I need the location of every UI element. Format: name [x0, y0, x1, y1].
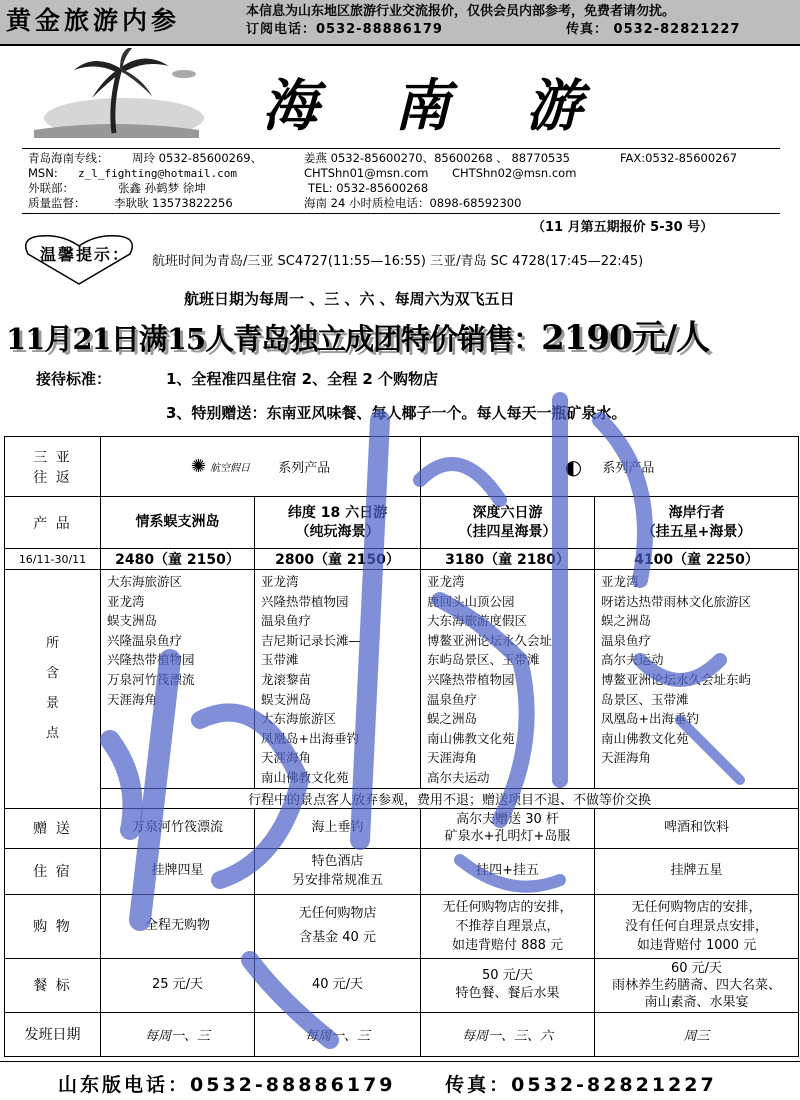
list-item: 如违背赔付 888 元 — [451, 937, 564, 953]
list-item: 特色餐、餐后水果 — [455, 986, 560, 1002]
table-row — [5, 549, 799, 570]
list-item: 吉尼斯记录长滩— — [261, 632, 362, 648]
route-label-1: 三 亚 — [33, 449, 72, 466]
series-label-1: 系列产品 — [278, 461, 331, 476]
gift-label: 赠 送 — [5, 808, 101, 848]
brand-title: 黄金旅游内参 — [6, 6, 181, 35]
list-item: 挂牌四星 — [151, 863, 204, 879]
list-item: 40 元/天 — [311, 977, 364, 993]
spots-note: 行程中的景点客人放弃参观，费用不退；赠送项目不退、不做等价交换 — [101, 788, 799, 808]
tip-label: 温馨提示： — [40, 245, 131, 264]
list-item: 万泉河竹筏漂流 — [107, 671, 195, 687]
footer-phone: 山东版电话：0532-88886179 — [58, 1074, 396, 1096]
gift-cell — [255, 808, 421, 848]
route-label-2: 往 返 — [33, 469, 72, 486]
list-item: 雨林养生药膳斋、四大名菜、 — [612, 977, 782, 993]
qc-name: 李耿耿 13573822256 — [114, 196, 233, 210]
msn-label: MSN: — [28, 166, 58, 180]
list-item: 鹿回头山顶公园 — [427, 593, 515, 609]
list-item: 不推荐自理景点， — [455, 918, 560, 934]
list-item: 天涯海角 — [107, 691, 158, 707]
list-item: 凤凰岛+出海垂钓 — [261, 730, 359, 746]
list-item: 岛景区、玉带滩 — [601, 691, 689, 707]
list-item: 兴隆热带植物园 — [107, 652, 195, 668]
shop-cell — [595, 894, 799, 958]
table-row — [5, 497, 799, 549]
list-item: 凤凰岛+出海垂钓 — [601, 711, 699, 727]
header-fax: 传真： 0532-82821227 — [566, 22, 741, 37]
footer-fax: 传真：0532-82821227 — [445, 1074, 717, 1096]
footer — [58, 1070, 717, 1097]
complaint-phone: 海南 24 小时质检电话：0898-68592300 — [304, 196, 522, 210]
depart-cell: 每周一、三 — [101, 1012, 255, 1056]
list-item: 呀诺达热带雨林文化旅游区 — [601, 593, 752, 609]
list-item: 25 元/天 — [151, 977, 204, 993]
price-1: 2480（童 2150） — [101, 549, 255, 570]
list-item: 啤酒和饮料 — [664, 820, 730, 836]
price-2: 2800（童 2150） — [255, 549, 421, 570]
list-item: 特色酒店 — [311, 854, 364, 870]
list-item: 南山佛教文化苑 — [261, 769, 349, 785]
price-3: 3180（童 2180） — [421, 549, 595, 570]
series-cell-1 — [101, 437, 421, 497]
list-item: 大东海旅游区 — [261, 711, 337, 727]
list-item: 万泉河竹筏漂流 — [131, 820, 223, 836]
meal-cell — [101, 958, 255, 1012]
list-item: 天涯海角 — [601, 750, 652, 766]
list-item: 兴隆热带植物园 — [261, 593, 349, 609]
table-row — [5, 958, 799, 1012]
spots-label-char: 景 — [45, 695, 59, 711]
product-1-title: 情系蜈支洲岛 — [135, 514, 220, 530]
spots-list — [421, 570, 595, 789]
hotel-label: 住 宿 — [5, 848, 101, 894]
product-name-4 — [595, 497, 799, 549]
product-2-subtitle: （纯玩海景） — [295, 523, 380, 540]
header-contact-line — [246, 22, 741, 38]
hotel-cell — [595, 848, 799, 894]
list-item: 大东海旅游度假区 — [427, 613, 528, 629]
list-item: 亚龙湾 — [601, 574, 639, 589]
list-item: 矿泉水+孔明灯+岛服 — [444, 829, 571, 845]
product-2-title: 纬度 18 六日游 — [287, 504, 388, 521]
holiday-logo-icon: ✺ — [190, 456, 206, 477]
list-item: 亚龙湾 — [261, 574, 299, 589]
gift-cell — [595, 808, 799, 848]
gift-cell — [101, 808, 255, 848]
liaison-label: 外联部： — [28, 181, 74, 195]
list-item: 全程无购物 — [144, 918, 210, 934]
list-item: 蜈之洲岛 — [427, 711, 478, 727]
hotline-1: 周玲 0532-85600269、 — [132, 151, 263, 165]
date-range: 16/11-30/11 — [5, 549, 101, 570]
shop-cell — [101, 894, 255, 958]
list-item: 大东海旅游区 — [107, 574, 183, 589]
list-item: 高尔夫运动 — [427, 769, 490, 785]
list-item: 南山佛教文化苑 — [427, 730, 515, 746]
spots-list — [101, 570, 255, 789]
price-4: 4100（童 2250） — [595, 549, 799, 570]
list-item: 博鳌亚洲论坛永久会址 — [427, 632, 553, 648]
standard-line-1: 1、全程准四星住宿 2、全程 2 个购物店 — [166, 370, 438, 388]
spots-label-char: 含 — [45, 665, 59, 681]
standard-line-2: 3、特别赠送：东南亚风味餐、每人椰子一个。每人每天一瓶矿泉水。 — [166, 404, 627, 422]
list-item: 高尔夫赠送 30 杆 — [456, 812, 559, 828]
list-item: 海上垂钓 — [311, 820, 364, 836]
depart-cell: 每周一、三、六 — [421, 1012, 595, 1056]
flight-schedule: 航班日期为每周一 、三 、六 、每周六为双飞五日 — [184, 290, 515, 308]
list-item: 温泉鱼疗 — [427, 691, 478, 707]
meal-cell — [255, 958, 421, 1012]
shop-cell — [255, 894, 421, 958]
route-cell — [5, 437, 101, 497]
hotel-cell — [255, 848, 421, 894]
standard-label: 接待标准： — [36, 370, 112, 388]
msn-3: CHTShn02@msn.com — [452, 166, 577, 180]
table-row — [5, 848, 799, 894]
hotel-cell — [421, 848, 595, 894]
table-row — [5, 1012, 799, 1056]
list-item: 亚龙湾 — [107, 593, 145, 609]
product-name-3 — [421, 497, 595, 549]
spots-list — [255, 570, 421, 789]
table-row — [5, 894, 799, 958]
list-item: 无任何购物店 — [298, 906, 377, 922]
list-item: 蜈支洲岛 — [261, 691, 312, 707]
header-divider — [0, 44, 800, 46]
list-item: 蜈支洲岛 — [107, 613, 158, 629]
depart-cell: 每周一、三 — [255, 1012, 421, 1056]
liaison-names: 张鑫 孙鹤梦 徐坤 — [118, 181, 206, 195]
spots-label-char: 点 — [45, 725, 59, 741]
product-3-title: 深度六日游 — [472, 504, 543, 521]
subscribe-phone: 订阅电话：0532-88886179 — [246, 22, 443, 37]
list-item: 龙滚黎苗 — [261, 671, 312, 687]
product-3-subtitle: （挂四星海景） — [458, 523, 557, 540]
list-item: 蜈之洲岛 — [601, 613, 652, 629]
promo-text: 11月21日满15人青岛独立成团特价销售： — [6, 322, 542, 356]
list-item: 亚龙湾 — [427, 574, 465, 589]
list-item: 60 元/天 — [670, 960, 723, 976]
product-4-title: 海岸行者 — [668, 504, 725, 521]
contact-block — [22, 148, 780, 214]
table-row — [5, 788, 799, 808]
hotline-2: 姜燕 0532-85600270、85600268 、 88770535 — [304, 151, 570, 165]
shop-cell — [421, 894, 595, 958]
product-label: 产 品 — [5, 497, 101, 549]
gift-cell — [421, 808, 595, 848]
list-item: 东屿岛景区、玉带滩 — [427, 652, 540, 668]
fax-main: FAX:0532-85600267 — [620, 151, 738, 165]
series-logo-1: 航空假日 — [210, 463, 251, 474]
list-item: 兴隆温泉鱼疗 — [107, 632, 183, 648]
list-item: 温泉鱼疗 — [261, 613, 312, 629]
shop-label: 购 物 — [5, 894, 101, 958]
list-item: 玉带滩 — [261, 652, 299, 668]
tel: TEL: 0532-85600268 — [308, 181, 429, 195]
list-item: 没有任何自理景点安排， — [625, 918, 769, 934]
hotline-label: 青岛海南专线： — [28, 151, 109, 165]
list-item: 挂四+挂五 — [476, 863, 539, 879]
spots-label — [5, 570, 101, 809]
list-item: 南山素斋、水果宴 — [644, 994, 749, 1010]
list-item: 高尔夫运动 — [601, 652, 664, 668]
series-cell-2 — [421, 437, 799, 497]
list-item: 无任何购物店的安排， — [442, 899, 573, 915]
series-label-2: 系列产品 — [602, 461, 655, 476]
msn-2: CHTShn01@msn.com — [304, 166, 429, 180]
page-title: 海南游 — [262, 73, 658, 139]
meal-cell — [421, 958, 595, 1012]
promo-headline — [6, 310, 709, 359]
header-notice: 本信息为山东地区旅游行业交流报价，仅供会员内部参考，免费者请勿扰。 — [246, 4, 676, 19]
meal-cell — [595, 958, 799, 1012]
list-item: 挂牌五星 — [670, 863, 723, 879]
list-item: 博鳌亚洲论坛永久会址东屿 — [601, 671, 752, 687]
promo-price: 2190元/人 — [541, 318, 710, 358]
hotel-cell — [101, 848, 255, 894]
list-item: 无任何购物店的安排， — [631, 899, 762, 915]
footer-divider — [0, 1061, 800, 1062]
product-name-2 — [255, 497, 421, 549]
product-4-subtitle: （挂五星+海景） — [641, 523, 752, 540]
msn-1: z_l_fighting@hotmail.com — [78, 167, 237, 180]
table-row — [5, 808, 799, 848]
series-logo-2-icon: ◐ — [564, 454, 583, 479]
list-item: 如违背赔付 1000 元 — [636, 937, 757, 953]
depart-cell: 周三 — [595, 1012, 799, 1056]
depart-label: 发班日期 — [5, 1012, 101, 1056]
list-item: 天涯海角 — [261, 750, 312, 766]
list-item: 南山佛教文化苑 — [601, 730, 689, 746]
list-item: 含基金 40 元 — [299, 930, 376, 946]
flight-times: 航班时间为青岛/三亚 SC4727(11:55—16:55) 三亚/青岛 SC 4728(17:45—22:45) — [152, 254, 644, 269]
product-name-1 — [101, 497, 255, 549]
list-item: 另安排常规准五 — [292, 873, 384, 889]
list-item: 天涯海角 — [427, 750, 478, 766]
table-row — [5, 437, 799, 497]
palm-tree-illustration — [24, 48, 204, 148]
spots-list — [595, 570, 799, 789]
period-label: （11 月第五期报价 5-30 号） — [532, 220, 714, 235]
table-row — [5, 570, 799, 789]
qc-label: 质量监督： — [28, 196, 86, 210]
spots-label-char: 所 — [45, 635, 59, 651]
list-item: 兴隆热带植物园 — [427, 671, 515, 687]
list-item: 50 元/天 — [481, 968, 534, 984]
list-item: 温泉鱼疗 — [601, 632, 652, 648]
price-table — [4, 436, 799, 1057]
meal-label: 餐 标 — [5, 958, 101, 1012]
